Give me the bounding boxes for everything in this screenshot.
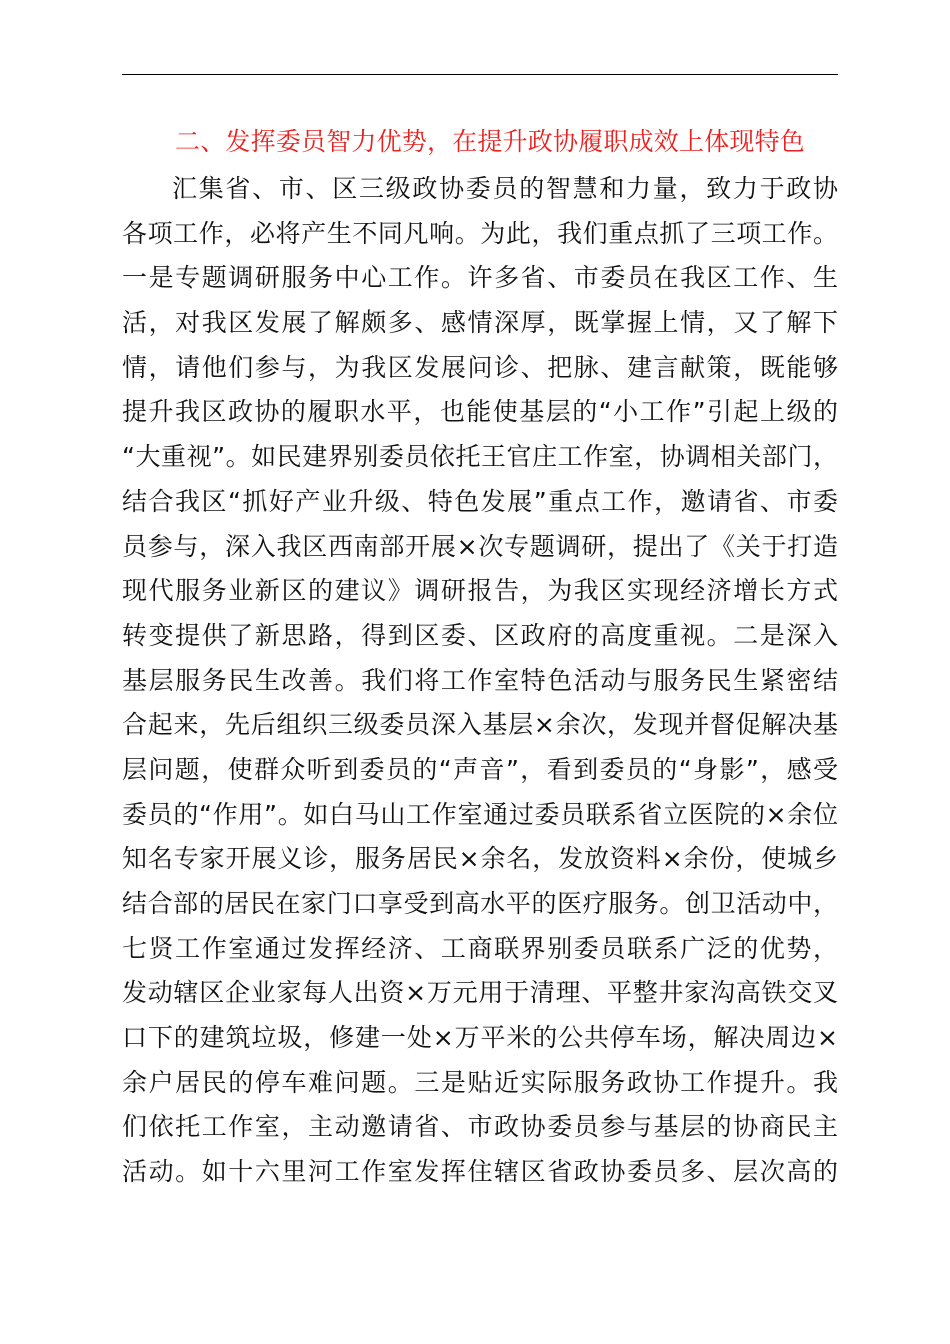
text-line: 口下的建筑垃圾，修建一处×万平米的公共停车场，解决周边×: [122, 1023, 838, 1053]
text-line: 们依托工作室，主动邀请省、市政协委员参与基层的协商民主: [122, 1112, 838, 1142]
text-line: 现代服务业新区的建议》调研报告，为我区实现经济增长方式: [122, 576, 838, 606]
text-line: 员参与，深入我区西南部开展×次专题调研，提出了《关于打造: [122, 531, 838, 561]
text-line: 七贤工作室通过发挥经济、工商联界别委员联系广泛的优势，: [122, 933, 838, 963]
text-line: 余户居民的停车难问题。三是贴近实际服务政协工作提升。我: [122, 1067, 838, 1097]
section-heading: 二、发挥委员智力优势，在提升政协履职成效上体现特色: [175, 127, 806, 156]
text-line: 结合部的居民在家门口享受到高水平的医疗服务。创卫活动中，: [122, 889, 838, 918]
text-line: 基层服务民生改善。我们将工作室特色活动与服务民生紧密结: [122, 665, 838, 695]
text-line: 转变提供了新思路，得到区委、区政府的高度重视。二是深入: [122, 620, 838, 650]
body-text: [122, 167, 838, 1195]
text-line: “大重视”。如民建界别委员依托王官庄工作室，协调相关部门，: [122, 442, 838, 472]
text-line: 合起来，先后组织三级委员深入基层×余次，发现并督促解决基: [122, 710, 838, 740]
text-line: 一是专题调研服务中心工作。许多省、市委员在我区工作、生: [122, 263, 838, 293]
text-line: 各项工作，必将产生不同凡响。为此，我们重点抓了三项工作。: [122, 218, 838, 248]
text-line: 结合我区“抓好产业升级、特色发展”重点工作，邀请省、市委: [122, 486, 838, 516]
text-line: 委员的“作用”。如白马山工作室通过委员联系省立医院的×余位: [122, 799, 838, 829]
text-line: 汇集省、市、区三级政协委员的智慧和力量，致力于政协: [172, 174, 838, 203]
text-line: 提升我区政协的履职水平，也能使基层的“小工作”引起上级的: [122, 397, 838, 427]
text-line: 活，对我区发展了解颇多、感情深厚，既掌握上情，又了解下: [122, 308, 838, 338]
text-line: 活动。如十六里河工作室发挥住辖区省政协委员多、层次高的: [122, 1157, 838, 1187]
header-rule: [122, 74, 838, 75]
text-line: 发动辖区企业家每人出资×万元用于清理、平整井家沟高铁交叉: [122, 978, 838, 1008]
text-line: 知名专家开展义诊，服务居民×余名，发放资料×余份，使城乡: [122, 844, 838, 874]
text-line: 层问题，使群众听到委员的“声音”，看到委员的“身影”，感受: [122, 754, 838, 784]
text-line: 情，请他们参与，为我区发展问诊、把脉、建言献策，既能够: [122, 352, 838, 382]
